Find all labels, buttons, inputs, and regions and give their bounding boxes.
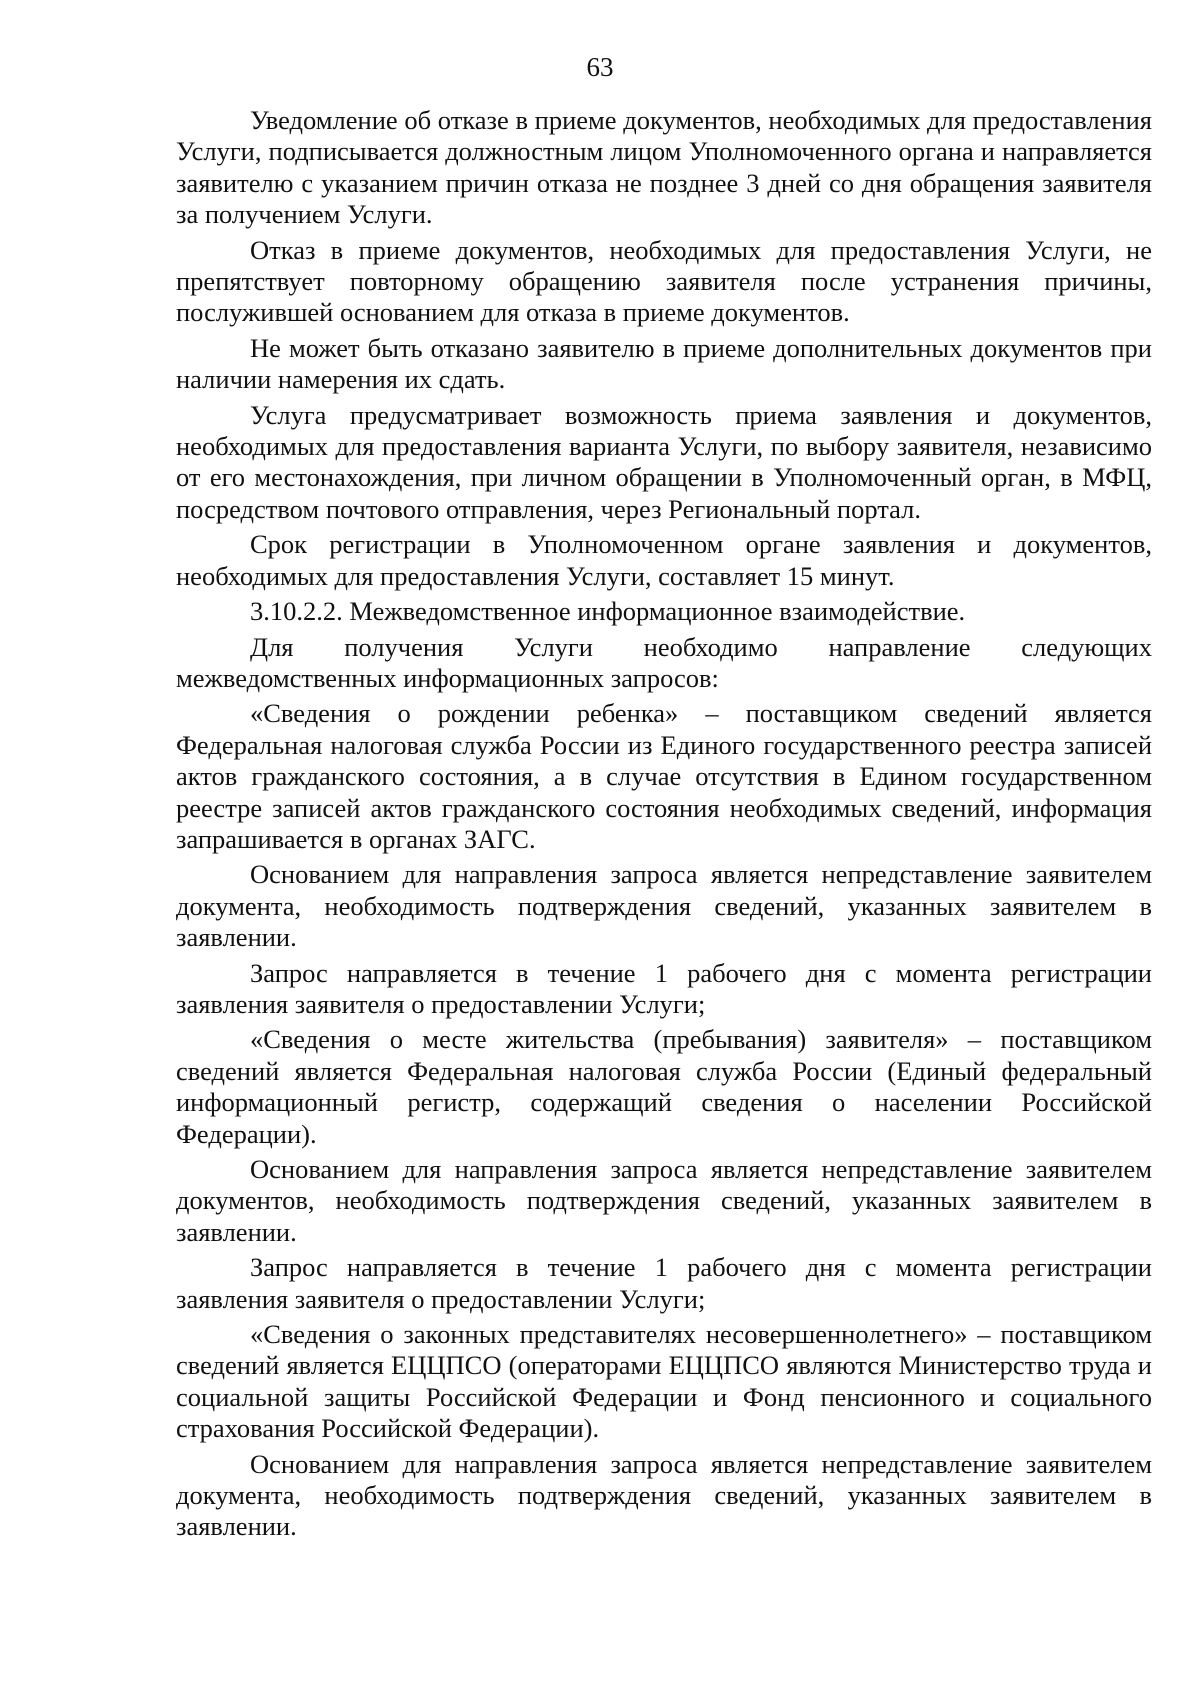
paragraph-residence-info-request: «Сведения о месте жительства (пребывания) заявителя» – поставщиком сведений является Федеральная налоговая служба России (Единый федеральный информационный регистр, содержащий сведения о населении Российской Федерации). <box>176 1024 1152 1149</box>
section-heading-interagency: 3.10.2.2. Межведомственное информационное взаимодействие. <box>250 596 966 627</box>
document-body <box>176 105 1152 1547</box>
paragraph-refusal-no-obstacle: Отказ в приеме документов, необходимых для предоставления Услуги, не препятствует повторному обращению заявителя после устранения причины, послужившей основанием для отказа в приеме документов. <box>176 234 1152 328</box>
page-number: 63 <box>586 52 614 82</box>
paragraph-guardians-request-basis: Основанием для направления запроса является непредставление заявителем документа, необходимость подтверждения сведений, указанных заявителем в заявлении. <box>176 1448 1152 1542</box>
paragraph-additional-documents: Не может быть отказано заявителю в приеме дополнительных документов при наличии намерения их сдать. <box>176 332 1152 395</box>
paragraph-registration-time: Срок регистрации в Уполномоченном органе заявления и документов, необходимых для предоставления Услуги, составляет 15 минут. <box>176 529 1152 591</box>
paragraph-birth-info-request: «Сведения о рождении ребенка» – поставщиком сведений является Федеральная налоговая служба России из Единого государственного реестра записей актов гражданского состояния, а в случае отсутствия в Едином государственном реестре записей актов гражданского состояния необходимых сведений, информация запрашивается в органах ЗАГС. <box>176 698 1152 854</box>
paragraph-guardians-info-request: «Сведения о законных представителях несовершеннолетнего» – поставщиком сведений является ЕЦЦПСО (операторами ЕЦЦПСО являются Министерство труда и социальной защиты Российской Федерации и Фонд пенсионного и социального страхования Российской Федерации). <box>176 1319 1152 1444</box>
paragraph-residence-request-timing: Запрос направляется в течение 1 рабочего дня с момента регистрации заявления заявителя о предоставлении Услуги; <box>176 1252 1152 1314</box>
paragraph-refusal-notice: Уведомление об отказе в приеме документов, необходимых для предоставления Услуги, подписывается должностным лицом Уполномоченного органа и направляется заявителю с указанием причин отказа не позднее 3 дней со дня обращения заявителя за получением Услуги. <box>176 105 1152 230</box>
paragraph-birth-request-basis: Основанием для направления запроса является непредставление заявителем документа, необходимость подтверждения сведений, указанных заявителем в заявлении. <box>176 859 1152 953</box>
paragraph-residence-request-basis: Основанием для направления запроса является непредставление заявителем документов, необходимость подтверждения сведений, указанных заявителем в заявлении. <box>176 1154 1152 1247</box>
paragraph-submission-options: Услуга предусматривает возможность приема заявления и документов, необходимых для предоставления варианта Услуги, по выбору заявителя, независимо от его местонахождения, при личном обращении в Уполномоченный орган, в МФЦ, посредством почтового отправления, через Региональный портал. <box>176 399 1152 524</box>
paragraph-requests-intro: Для получения Услуги необходимо направление следующих межведомственных информационных запросов: <box>176 631 1152 693</box>
paragraph-birth-request-timing: Запрос направляется в течение 1 рабочего дня с момента регистрации заявления заявителя о предоставлении Услуги; <box>176 957 1152 1019</box>
